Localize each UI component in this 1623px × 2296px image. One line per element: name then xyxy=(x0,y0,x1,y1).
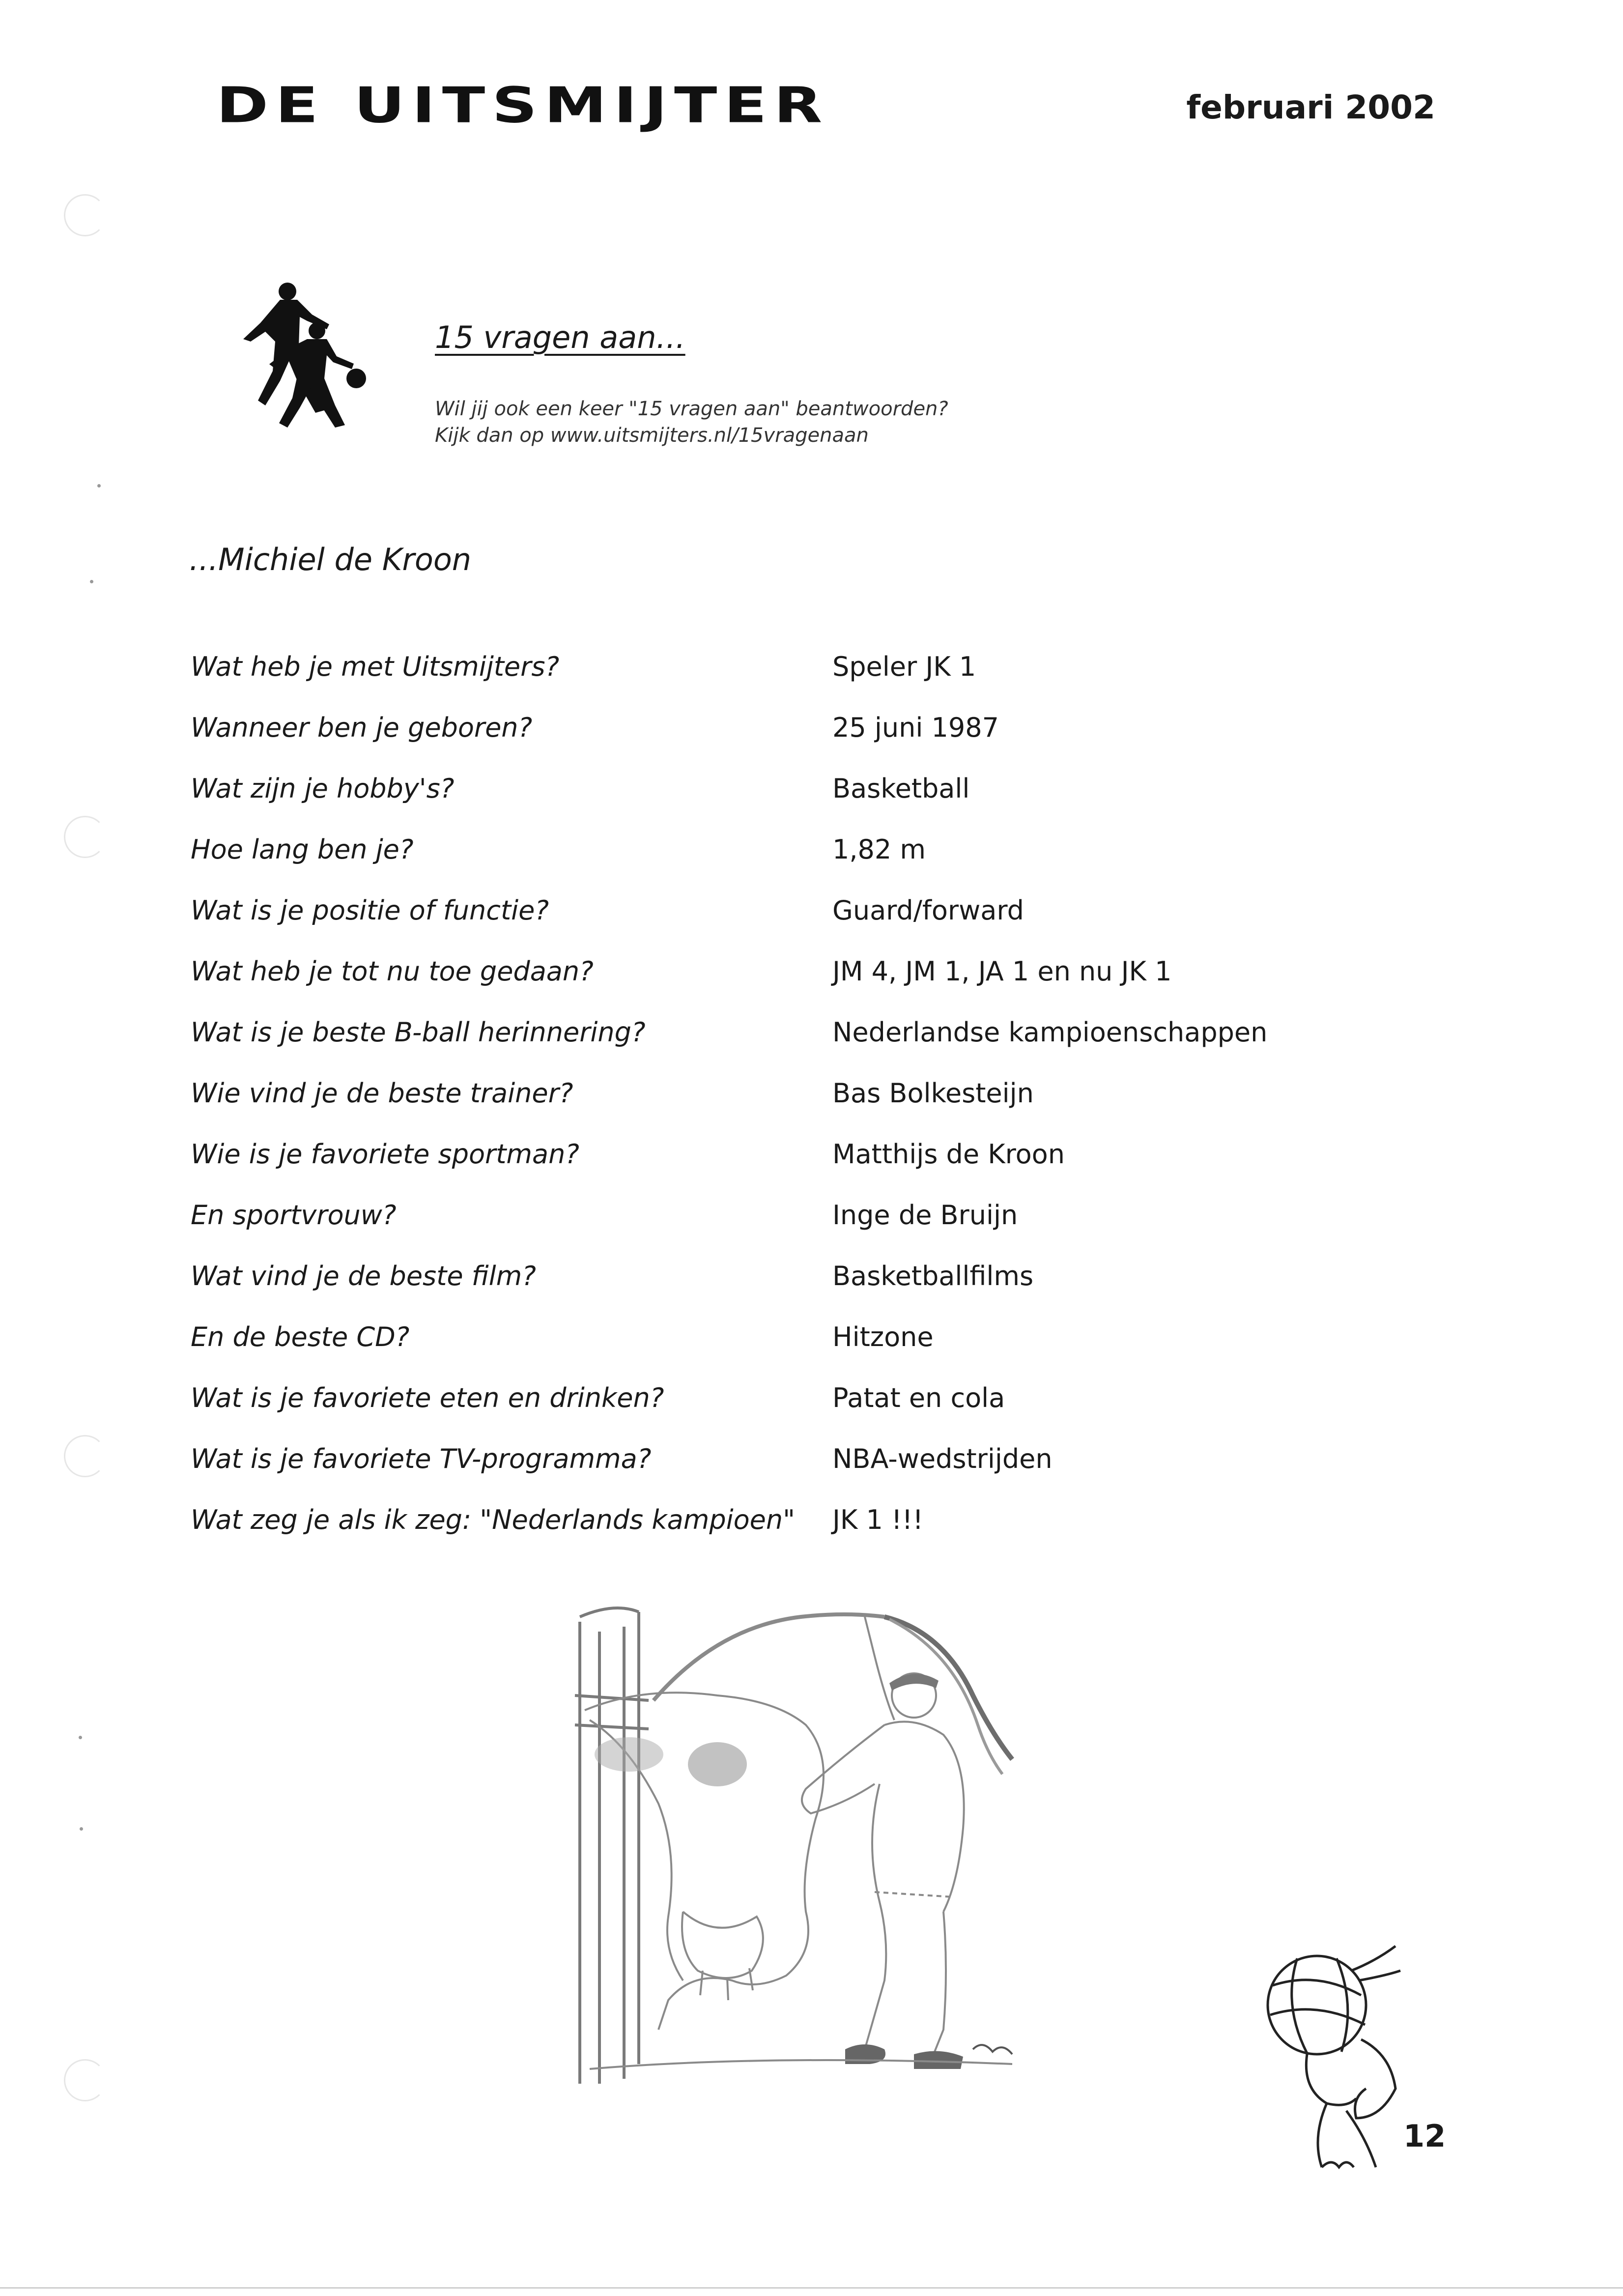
question: Wanneer ben je geboren? xyxy=(191,712,533,743)
answer: Speler JK 1 xyxy=(832,651,976,682)
question: Wat is je positie of functie? xyxy=(191,895,549,926)
answer: Matthijs de Kroon xyxy=(832,1139,1065,1170)
qa-row xyxy=(191,1261,1321,1321)
question: En sportvrouw? xyxy=(191,1200,397,1231)
punch-hole xyxy=(64,2059,106,2101)
cow-milking-cartoon xyxy=(570,1597,1056,2084)
qa-row xyxy=(191,895,1321,956)
qa-row xyxy=(191,1321,1321,1382)
basketball-players-silhouette-icon xyxy=(206,278,373,445)
question: Wat heb je tot nu toe gedaan? xyxy=(191,956,594,987)
basketball-head-mascot-icon xyxy=(1253,1941,1405,2172)
qa-row xyxy=(191,1382,1321,1443)
answer: Patat en cola xyxy=(832,1382,1005,1413)
question: Wat is je beste B-ball herinnering? xyxy=(191,1017,646,1048)
qa-row xyxy=(191,834,1321,895)
scan-speck xyxy=(80,1827,83,1831)
qa-row xyxy=(191,1504,1321,1565)
question: Wat zeg je als ik zeg: "Nederlands kampioen" xyxy=(191,1504,795,1535)
answer: Bas Bolkesteijn xyxy=(832,1078,1034,1109)
question: Wat is je favoriete eten en drinken? xyxy=(191,1382,664,1413)
qa-row xyxy=(191,712,1321,773)
question: Wie vind je de beste trainer? xyxy=(191,1078,573,1109)
question: Wat zijn je hobby's? xyxy=(191,773,455,804)
answer: JM 4, JM 1, JA 1 en nu JK 1 xyxy=(832,956,1172,987)
intro-line: Kijk dan op www.uitsmijters.nl/15vragenaan xyxy=(435,424,869,447)
answer: Guard/forward xyxy=(832,895,1024,926)
qa-row xyxy=(191,1017,1321,1078)
intro-line: Wil jij ook een keer "15 vragen aan" beantwoorden? xyxy=(435,398,948,420)
page-number: 12 xyxy=(1403,2118,1446,2154)
answer: Basketball xyxy=(832,773,970,804)
answer: NBA-wedstrijden xyxy=(832,1443,1053,1474)
answer: JK 1 !!! xyxy=(832,1504,923,1535)
question: En de beste CD? xyxy=(191,1321,410,1352)
qa-list xyxy=(191,651,1321,1565)
qa-row xyxy=(191,1078,1321,1139)
qa-row xyxy=(191,956,1321,1017)
punch-hole xyxy=(64,194,106,236)
qa-row xyxy=(191,1443,1321,1504)
answer: Nederlandse kampioenschappen xyxy=(832,1017,1268,1048)
masthead: DE UITSMIJTER xyxy=(216,77,829,134)
qa-row xyxy=(191,1139,1321,1200)
punch-hole xyxy=(64,816,106,858)
scan-speck xyxy=(90,580,93,583)
section-title: 15 vragen aan... xyxy=(435,319,685,355)
qa-row xyxy=(191,1200,1321,1261)
intro-text xyxy=(435,396,948,449)
answer: Basketballfilms xyxy=(832,1261,1034,1292)
interview-subject: ...Michiel de Kroon xyxy=(189,542,472,577)
question: Wat vind je de beste film? xyxy=(191,1261,536,1292)
answer: Inge de Bruijn xyxy=(832,1200,1018,1231)
punch-hole xyxy=(64,1435,106,1477)
answer: Hitzone xyxy=(832,1321,934,1352)
scan-speck xyxy=(79,1736,82,1739)
qa-row xyxy=(191,773,1321,834)
question: Wat heb je met Uitsmijters? xyxy=(191,651,560,682)
issue-date: februari 2002 xyxy=(1186,88,1435,126)
question: Hoe lang ben je? xyxy=(191,834,414,865)
scan-edge-line xyxy=(0,2287,1623,2289)
scan-speck xyxy=(97,484,101,488)
qa-row xyxy=(191,651,1321,712)
question: Wie is je favoriete sportman? xyxy=(191,1139,579,1170)
answer: 25 juni 1987 xyxy=(832,712,999,743)
question: Wat is je favoriete TV-programma? xyxy=(191,1443,652,1474)
answer: 1,82 m xyxy=(832,834,926,865)
